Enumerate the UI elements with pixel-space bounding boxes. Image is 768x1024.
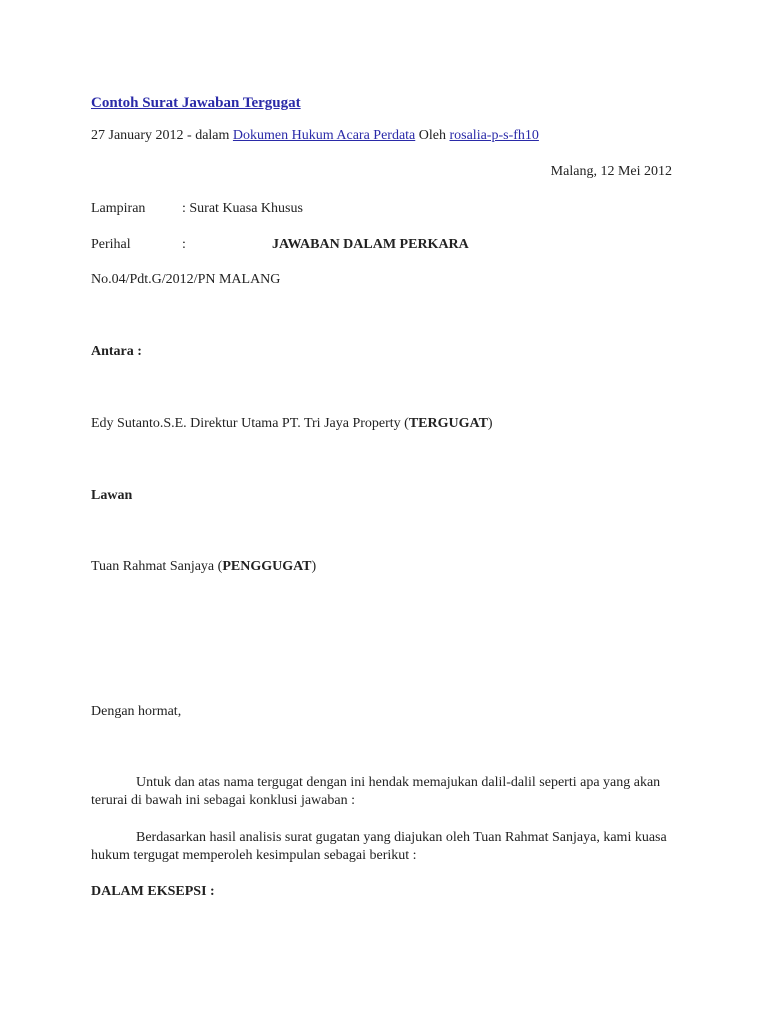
plaintiff-line xyxy=(91,558,316,576)
post-meta xyxy=(91,127,539,145)
plaintiff-role: PENGGUGAT xyxy=(222,559,312,574)
perihal-value: JAWABAN DALAM PERKARA xyxy=(272,237,469,252)
perihal-colon: : xyxy=(182,237,186,252)
defendant-name: Edy Sutanto.S.E. Direktur Utama PT. Tri Jaya Property ( xyxy=(91,416,409,431)
by-label: Oleh xyxy=(415,128,450,143)
perihal-label: Perihal xyxy=(91,237,131,252)
section-heading-eksepsi: DALAM EKSEPSI : xyxy=(91,884,215,899)
author-link[interactable]: rosalia-p-s-fh10 xyxy=(449,128,539,143)
plaintiff-close: ) xyxy=(311,559,317,574)
paragraph-1: Untuk dan atas nama tergugat dengan ini hendak memajukan dalil-dalil seperti apa yang akan terurai di bawah ini sebagai konklusi jawaban : xyxy=(91,775,661,808)
antara-heading: Antara : xyxy=(91,344,142,359)
letter-place-date: Malang, 12 Mei 2012 xyxy=(550,164,672,179)
paragraph-2: Berdasarkan hasil analisis surat gugatan yang diajukan oleh Tuan Rahmat Sanjaya, kami kuasa hukum tergugat memperoleh kesimpulan sebagai berikut : xyxy=(91,830,667,863)
greeting: Dengan hormat, xyxy=(91,704,182,719)
lampiran-value: : Surat Kuasa Khusus xyxy=(182,201,303,216)
document-title-link[interactable]: Contoh Surat Jawaban Tergugat xyxy=(91,95,301,111)
defendant-close: ) xyxy=(487,416,493,431)
lawan-heading: Lawan xyxy=(91,488,133,503)
defendant-role: TERGUGAT xyxy=(408,416,488,431)
post-date: 27 January 2012 - dalam xyxy=(91,128,233,143)
defendant-line xyxy=(91,415,493,433)
plaintiff-name: Tuan Rahmat Sanjaya ( xyxy=(91,559,223,574)
lampiran-label: Lampiran xyxy=(91,201,146,216)
category-link[interactable]: Dokumen Hukum Acara Perdata xyxy=(232,128,416,143)
case-number: No.04/Pdt.G/2012/PN MALANG xyxy=(91,272,281,287)
